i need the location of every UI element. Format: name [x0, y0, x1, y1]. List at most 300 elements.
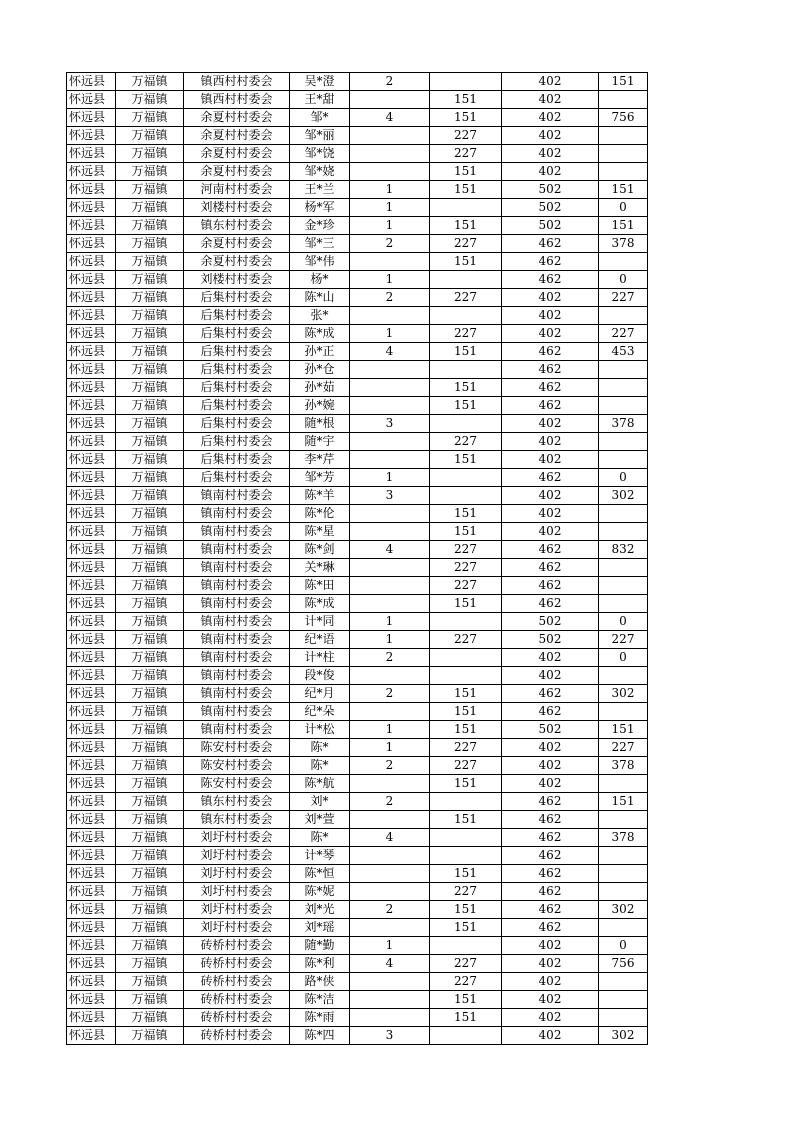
table-cell: 计*松: [290, 721, 350, 739]
table-cell: [350, 451, 430, 469]
table-cell: 万福镇: [116, 289, 184, 307]
table-row: [67, 541, 648, 559]
table-cell: 刘圩村村委会: [184, 901, 290, 919]
table-row: [67, 775, 648, 793]
table-cell: [599, 1009, 648, 1027]
table-row: [67, 1009, 648, 1027]
table-cell: 陈*妮: [290, 883, 350, 901]
table-cell: 462: [502, 469, 599, 487]
table-cell: 402: [502, 955, 599, 973]
table-cell: 万福镇: [116, 469, 184, 487]
table-row: [67, 613, 648, 631]
table-cell: 陈安村村委会: [184, 739, 290, 757]
table-cell: 4: [350, 541, 430, 559]
table-cell: 随*根: [290, 415, 350, 433]
table-cell: 怀远县: [67, 1009, 116, 1027]
table-cell: 怀远县: [67, 253, 116, 271]
table-cell: 402: [502, 973, 599, 991]
table-row: [67, 379, 648, 397]
table-cell: [430, 847, 502, 865]
table-cell: 227: [430, 541, 502, 559]
table-cell: 151: [430, 91, 502, 109]
table-cell: 万福镇: [116, 199, 184, 217]
table-cell: 万福镇: [116, 181, 184, 199]
table-cell: 227: [430, 739, 502, 757]
table-cell: 怀远县: [67, 163, 116, 181]
table-row: [67, 361, 648, 379]
table-cell: 万福镇: [116, 271, 184, 289]
table-cell: [599, 991, 648, 1009]
table-cell: 怀远县: [67, 343, 116, 361]
table-cell: 刘*: [290, 793, 350, 811]
table-cell: 镇东村村委会: [184, 217, 290, 235]
table-cell: 151: [430, 685, 502, 703]
table-cell: 怀远县: [67, 433, 116, 451]
table-cell: 陈*利: [290, 955, 350, 973]
table-cell: [430, 199, 502, 217]
table-cell: 151: [430, 397, 502, 415]
table-row: [67, 325, 648, 343]
table-cell: 砖桥村村委会: [184, 1027, 290, 1045]
table-cell: 151: [430, 811, 502, 829]
table-cell: 502: [502, 613, 599, 631]
table-cell: 后集村村委会: [184, 325, 290, 343]
table-cell: [599, 145, 648, 163]
table-cell: [430, 1027, 502, 1045]
table-row: [67, 703, 648, 721]
table-cell: 万福镇: [116, 145, 184, 163]
table-row: [67, 505, 648, 523]
table-cell: 万福镇: [116, 631, 184, 649]
table-cell: 万福镇: [116, 109, 184, 127]
table-cell: [430, 271, 502, 289]
table-cell: 怀远县: [67, 109, 116, 127]
table-row: [67, 271, 648, 289]
table-cell: 镇南村村委会: [184, 721, 290, 739]
table-cell: [599, 253, 648, 271]
table-cell: 怀远县: [67, 703, 116, 721]
table-row: [67, 955, 648, 973]
table-cell: 万福镇: [116, 973, 184, 991]
table-row: [67, 253, 648, 271]
table-cell: [599, 973, 648, 991]
table-cell: 402: [502, 991, 599, 1009]
table-cell: 孙*正: [290, 343, 350, 361]
table-row: [67, 451, 648, 469]
table-cell: 怀远县: [67, 991, 116, 1009]
table-row: [67, 397, 648, 415]
table-cell: 万福镇: [116, 649, 184, 667]
table-cell: 怀远县: [67, 91, 116, 109]
table-cell: [599, 883, 648, 901]
table-cell: 万福镇: [116, 343, 184, 361]
table-row: [67, 649, 648, 667]
table-cell: 3: [350, 415, 430, 433]
table-row: [67, 667, 648, 685]
table-cell: 镇南村村委会: [184, 595, 290, 613]
table-cell: 万福镇: [116, 847, 184, 865]
table-cell: 万福镇: [116, 919, 184, 937]
table-cell: 462: [502, 397, 599, 415]
table-cell: 陈*剑: [290, 541, 350, 559]
table-row: [67, 127, 648, 145]
table-cell: 502: [502, 199, 599, 217]
table-cell: 402: [502, 73, 599, 91]
table-cell: 随*宇: [290, 433, 350, 451]
table-cell: 万福镇: [116, 865, 184, 883]
table-cell: 151: [430, 505, 502, 523]
table-cell: 邹*饶: [290, 145, 350, 163]
table-cell: 邹*: [290, 109, 350, 127]
table-cell: [599, 91, 648, 109]
table-cell: 怀远县: [67, 235, 116, 253]
table-cell: 后集村村委会: [184, 307, 290, 325]
table-cell: 万福镇: [116, 523, 184, 541]
table-cell: 杨*: [290, 271, 350, 289]
table-cell: 怀远县: [67, 469, 116, 487]
table-cell: 227: [599, 325, 648, 343]
table-cell: 0: [599, 937, 648, 955]
table-cell: 2: [350, 685, 430, 703]
table-cell: [599, 163, 648, 181]
table-cell: [350, 775, 430, 793]
table-cell: 陈*航: [290, 775, 350, 793]
table-cell: 502: [502, 181, 599, 199]
table-cell: 402: [502, 739, 599, 757]
table-cell: 邹*三: [290, 235, 350, 253]
table-cell: 462: [502, 829, 599, 847]
table-cell: 402: [502, 451, 599, 469]
table-cell: 462: [502, 703, 599, 721]
table-cell: 怀远县: [67, 973, 116, 991]
table-cell: 151: [430, 253, 502, 271]
table-cell: 刘*光: [290, 901, 350, 919]
table-cell: 2: [350, 757, 430, 775]
table-cell: 151: [599, 181, 648, 199]
table-cell: 镇东村村委会: [184, 793, 290, 811]
table-cell: 万福镇: [116, 775, 184, 793]
table-cell: 302: [599, 901, 648, 919]
table-cell: [430, 829, 502, 847]
table-cell: 怀远县: [67, 523, 116, 541]
table-cell: 余夏村村委会: [184, 163, 290, 181]
table-cell: 杨*军: [290, 199, 350, 217]
table-row: [67, 163, 648, 181]
table-cell: 151: [599, 721, 648, 739]
table-cell: 227: [430, 757, 502, 775]
table-cell: 怀远县: [67, 865, 116, 883]
table-cell: [350, 577, 430, 595]
table-cell: 462: [502, 577, 599, 595]
table-cell: 镇南村村委会: [184, 523, 290, 541]
table-row: [67, 235, 648, 253]
table-row: [67, 901, 648, 919]
table-cell: 462: [502, 919, 599, 937]
table-cell: [350, 991, 430, 1009]
table-row: [67, 577, 648, 595]
table-cell: 万福镇: [116, 757, 184, 775]
table-cell: 后集村村委会: [184, 343, 290, 361]
table-cell: 怀远县: [67, 325, 116, 343]
table-cell: 后集村村委会: [184, 469, 290, 487]
table-cell: 402: [502, 505, 599, 523]
table-row: [67, 631, 648, 649]
table-cell: 402: [502, 289, 599, 307]
table-cell: 后集村村委会: [184, 379, 290, 397]
table-cell: 刘楼村村委会: [184, 199, 290, 217]
table-cell: 砖桥村村委会: [184, 973, 290, 991]
table-cell: 402: [502, 163, 599, 181]
table-cell: [350, 253, 430, 271]
table-cell: [599, 595, 648, 613]
table-cell: 怀远县: [67, 451, 116, 469]
table-cell: 镇东村村委会: [184, 811, 290, 829]
table-cell: 万福镇: [116, 667, 184, 685]
table-cell: 后集村村委会: [184, 361, 290, 379]
table-cell: 怀远县: [67, 721, 116, 739]
table-cell: 砖桥村村委会: [184, 991, 290, 1009]
table-cell: 孙*茹: [290, 379, 350, 397]
table-cell: 计*同: [290, 613, 350, 631]
table-cell: 刘圩村村委会: [184, 829, 290, 847]
table-cell: 万福镇: [116, 379, 184, 397]
table-cell: [430, 667, 502, 685]
table-cell: 吴*澄: [290, 73, 350, 91]
table-cell: 462: [502, 271, 599, 289]
table-row: [67, 91, 648, 109]
table-cell: 刘圩村村委会: [184, 847, 290, 865]
table-cell: 孙*婉: [290, 397, 350, 415]
table-cell: 刘圩村村委会: [184, 865, 290, 883]
table-cell: 万福镇: [116, 1009, 184, 1027]
table-row: [67, 469, 648, 487]
table-cell: 万福镇: [116, 955, 184, 973]
table-cell: 后集村村委会: [184, 433, 290, 451]
table-cell: 151: [599, 793, 648, 811]
table-row: [67, 109, 648, 127]
table-row: [67, 199, 648, 217]
table-cell: [350, 919, 430, 937]
table-cell: 万福镇: [116, 613, 184, 631]
table-cell: [350, 847, 430, 865]
table-cell: 随*勤: [290, 937, 350, 955]
table-cell: 怀远县: [67, 271, 116, 289]
table-cell: 陈*成: [290, 325, 350, 343]
table-cell: [430, 613, 502, 631]
table-cell: 502: [502, 631, 599, 649]
table-cell: 砖桥村村委会: [184, 937, 290, 955]
table-cell: [350, 397, 430, 415]
table-cell: [430, 937, 502, 955]
table-cell: 227: [430, 955, 502, 973]
table-cell: 227: [430, 577, 502, 595]
table-cell: 151: [599, 73, 648, 91]
table-cell: 万福镇: [116, 451, 184, 469]
table-cell: 万福镇: [116, 217, 184, 235]
table-cell: 万福镇: [116, 595, 184, 613]
table-cell: 刘圩村村委会: [184, 883, 290, 901]
table-cell: 832: [599, 541, 648, 559]
table-cell: 王*甜: [290, 91, 350, 109]
table-cell: 砖桥村村委会: [184, 955, 290, 973]
table-cell: [599, 577, 648, 595]
table-cell: 怀远县: [67, 901, 116, 919]
table-row: [67, 937, 648, 955]
table-cell: 462: [502, 253, 599, 271]
table-cell: 段*俊: [290, 667, 350, 685]
table-cell: 陈*山: [290, 289, 350, 307]
table-cell: 怀远县: [67, 505, 116, 523]
table-cell: [350, 127, 430, 145]
table-cell: [350, 91, 430, 109]
table-cell: 151: [430, 217, 502, 235]
table-cell: 怀远县: [67, 739, 116, 757]
table-cell: [350, 811, 430, 829]
table-cell: 余夏村村委会: [184, 145, 290, 163]
table-cell: 1: [350, 721, 430, 739]
table-row: [67, 343, 648, 361]
table-cell: [430, 793, 502, 811]
table-cell: 陈*成: [290, 595, 350, 613]
table-cell: [430, 361, 502, 379]
table-cell: 462: [502, 559, 599, 577]
table-cell: 怀远县: [67, 415, 116, 433]
table-cell: 陈安村村委会: [184, 757, 290, 775]
table-cell: 万福镇: [116, 1027, 184, 1045]
table-cell: 万福镇: [116, 73, 184, 91]
table-cell: 1: [350, 271, 430, 289]
table-cell: 2: [350, 73, 430, 91]
table-cell: 227: [430, 433, 502, 451]
table-cell: 151: [430, 919, 502, 937]
table-cell: 227: [430, 631, 502, 649]
table-cell: 纪*语: [290, 631, 350, 649]
table-cell: 302: [599, 487, 648, 505]
table-cell: 502: [502, 721, 599, 739]
table-cell: 后集村村委会: [184, 397, 290, 415]
table-cell: 陈*四: [290, 1027, 350, 1045]
table-cell: 怀远县: [67, 73, 116, 91]
table-cell: 227: [430, 973, 502, 991]
table-row: [67, 991, 648, 1009]
table-row: [67, 793, 648, 811]
table-cell: 万福镇: [116, 901, 184, 919]
table-cell: [599, 361, 648, 379]
table-cell: 402: [502, 307, 599, 325]
table-cell: 后集村村委会: [184, 289, 290, 307]
table-cell: 邹*丽: [290, 127, 350, 145]
table-cell: 227: [599, 289, 648, 307]
table-cell: 402: [502, 649, 599, 667]
table-cell: 怀远县: [67, 127, 116, 145]
table-cell: 刘*萱: [290, 811, 350, 829]
table-cell: 2: [350, 649, 430, 667]
table-cell: 2: [350, 289, 430, 307]
table-cell: [350, 667, 430, 685]
table-cell: 镇南村村委会: [184, 667, 290, 685]
table-cell: 1: [350, 937, 430, 955]
table-cell: [350, 307, 430, 325]
table-cell: 怀远县: [67, 793, 116, 811]
table-cell: 万福镇: [116, 127, 184, 145]
table-cell: 余夏村村委会: [184, 235, 290, 253]
table-cell: 万福镇: [116, 739, 184, 757]
table-cell: 怀远县: [67, 631, 116, 649]
table-cell: 镇西村村委会: [184, 91, 290, 109]
table-cell: 1: [350, 613, 430, 631]
table-cell: 378: [599, 415, 648, 433]
table-cell: 万福镇: [116, 883, 184, 901]
table-cell: [599, 523, 648, 541]
table-cell: 刘圩村村委会: [184, 919, 290, 937]
table-cell: 陈*田: [290, 577, 350, 595]
table-cell: [350, 595, 430, 613]
table-cell: 302: [599, 1027, 648, 1045]
table-cell: 镇南村村委会: [184, 685, 290, 703]
table-cell: 怀远县: [67, 397, 116, 415]
table-cell: 462: [502, 847, 599, 865]
table-cell: 462: [502, 883, 599, 901]
table-cell: 怀远县: [67, 595, 116, 613]
table-cell: 402: [502, 1027, 599, 1045]
table-cell: 镇南村村委会: [184, 559, 290, 577]
table-cell: 3: [350, 1027, 430, 1045]
table-cell: 4: [350, 829, 430, 847]
table-cell: 万福镇: [116, 541, 184, 559]
table-cell: 计*琴: [290, 847, 350, 865]
table-cell: 万福镇: [116, 505, 184, 523]
table-cell: 227: [430, 325, 502, 343]
table-cell: [350, 883, 430, 901]
table-row: [67, 181, 648, 199]
table-cell: [430, 307, 502, 325]
table-row: [67, 289, 648, 307]
table-cell: 462: [502, 379, 599, 397]
table-cell: 陈*星: [290, 523, 350, 541]
table-cell: 万福镇: [116, 487, 184, 505]
table-cell: 1: [350, 631, 430, 649]
table-cell: 怀远县: [67, 775, 116, 793]
table-cell: 陈*: [290, 829, 350, 847]
table-cell: 402: [502, 415, 599, 433]
table-cell: 151: [599, 217, 648, 235]
table-cell: 怀远县: [67, 541, 116, 559]
table-cell: 邹*芳: [290, 469, 350, 487]
table-body: [67, 73, 648, 1045]
table-cell: 怀远县: [67, 757, 116, 775]
table-cell: 万福镇: [116, 415, 184, 433]
table-cell: 151: [430, 1009, 502, 1027]
table-cell: 镇南村村委会: [184, 649, 290, 667]
table-cell: 河南村村委会: [184, 181, 290, 199]
table-row: [67, 487, 648, 505]
table-cell: 邹*娆: [290, 163, 350, 181]
table-cell: [430, 415, 502, 433]
table-cell: 万福镇: [116, 307, 184, 325]
table-cell: 怀远县: [67, 937, 116, 955]
table-cell: 怀远县: [67, 217, 116, 235]
table-cell: 402: [502, 91, 599, 109]
table-cell: [430, 649, 502, 667]
table-cell: 陈*洁: [290, 991, 350, 1009]
table-cell: 怀远县: [67, 307, 116, 325]
table-cell: 怀远县: [67, 361, 116, 379]
table-cell: 1: [350, 181, 430, 199]
table-cell: 怀远县: [67, 955, 116, 973]
table-cell: 462: [502, 235, 599, 253]
table-cell: 2: [350, 793, 430, 811]
table-row: [67, 919, 648, 937]
